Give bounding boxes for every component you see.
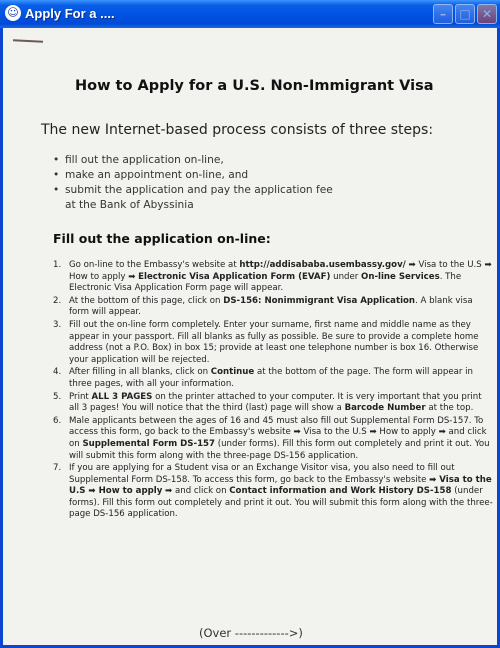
step-number: 7. [53, 463, 62, 474]
list-item-continuation: at the Bank of Abyssinia [65, 199, 194, 211]
pen-mark [13, 39, 43, 43]
app-icon[interactable]: ☺ [5, 5, 21, 21]
step-text: Print [69, 391, 92, 402]
step-emphasis: ➡ Visa to the U.S ➡ How to apply [69, 474, 492, 497]
step-emphasis: On-line Services [361, 271, 440, 282]
step-text: . A blank visa form will appear. [69, 295, 473, 318]
step-emphasis: ALL 3 PAGES [91, 391, 153, 402]
step-item-4 [53, 367, 493, 390]
window-title: Apply For a .... [25, 6, 115, 21]
minimize-icon: – [440, 7, 446, 21]
step-item-7 [53, 463, 493, 521]
maximize-button[interactable] [455, 4, 475, 24]
maximize-icon: □ [459, 7, 471, 21]
intro-text: The new Internet-based process consists of three steps: [41, 122, 434, 138]
step-text: Go on-line to the Embassy's website at [69, 260, 240, 270]
step-text: At the bottom of this page, click on [69, 295, 224, 306]
step-item-6 [53, 416, 493, 462]
step-text: ➡ and click on [162, 486, 230, 497]
section-heading: Fill out the application on-line: [53, 231, 271, 246]
step-item-5 [53, 392, 493, 415]
step-text: on the printer attached to your computer. It is very important that you print all 3 pages! You will notice that the third (last) page will show a [69, 391, 482, 414]
step-text: at the top. [425, 403, 474, 414]
step-emphasis: Supplemental Form DS-157 [82, 438, 216, 449]
step-number: 4. [53, 367, 62, 378]
step-emphasis: Barcode Number [344, 403, 426, 414]
list-item: • make an appointment on-line, and [53, 169, 249, 181]
step-number: 2. [53, 295, 62, 306]
step-text: under [330, 271, 362, 282]
steps-summary-list [53, 153, 333, 213]
step-item-3 [53, 320, 493, 366]
step-text: Fill out the on-line form completely. Enter your surname, first name and middle name as they appear in your passport. Fill all blanks as fully as possible. Be sure to provide a complete home address (not a P.O. Box) in box 15; provide at least one telephone number is box 16. Otherwise your application will be rejected. [69, 319, 479, 365]
title-bar[interactable] [0, 0, 500, 28]
list-item: • fill out the application on-line, [53, 154, 224, 166]
step-item-1 [53, 260, 493, 295]
step-number: 6. [53, 415, 62, 426]
step-text: ➡ Visa to the U.S ➡ How to apply ➡ [69, 260, 492, 282]
close-icon: ✕ [481, 7, 493, 21]
step-number: 3. [53, 319, 62, 330]
document-heading: How to Apply for a U.S. Non-Immigrant Visa [75, 78, 434, 94]
step-number: 5. [53, 391, 62, 402]
step-text: at the bottom of the page. The form will appear in three pages, with all your information. [69, 367, 473, 389]
step-emphasis: Continue [210, 367, 255, 378]
close-button[interactable] [477, 4, 497, 24]
step-item-2 [53, 296, 493, 319]
step-text: (under forms). Fill this form out completely and print it out. You will submit this form along with the three-page DS-156 application. [69, 438, 490, 461]
list-item: • submit the application and pay the application fee [53, 184, 333, 196]
step-emphasis: Contact information and Work History DS-158 [229, 486, 452, 497]
step-number: 1. [53, 260, 62, 270]
step-emphasis: Electronic Visa Application Form (EVAF) [138, 271, 331, 282]
step-emphasis: http://addisababa.usembassy.gov/ [239, 260, 406, 270]
scanned-document[interactable] [3, 28, 497, 645]
step-text: If you are applying for a Student visa or an Exchange Visitor visa, you also need to fill out Supplemental Form DS-158. To access this form, go back to the Embassy's website [69, 463, 455, 485]
step-text: . The Electronic Visa Application Form page will appear. [69, 271, 462, 294]
minimize-button[interactable] [433, 4, 453, 24]
step-text: Male applicants between the ages of 16 and 45 must also fill out Supplemental Form DS-157. To access this form, go back to the Embassy's website ➡ Visa to the U.S ➡ How to apply ➡ and click on [69, 415, 487, 449]
step-text: After filling in all blanks, click on [69, 367, 211, 378]
over-label: (Over ------------->) [199, 626, 303, 640]
step-emphasis: DS-156: Nonimmigrant Visa Application [223, 295, 416, 306]
step-text: (under forms). Fill this form out completely and print it out. You will submit this form along with the three-page DS-156 application. [69, 486, 493, 520]
instruction-steps [53, 260, 493, 522]
